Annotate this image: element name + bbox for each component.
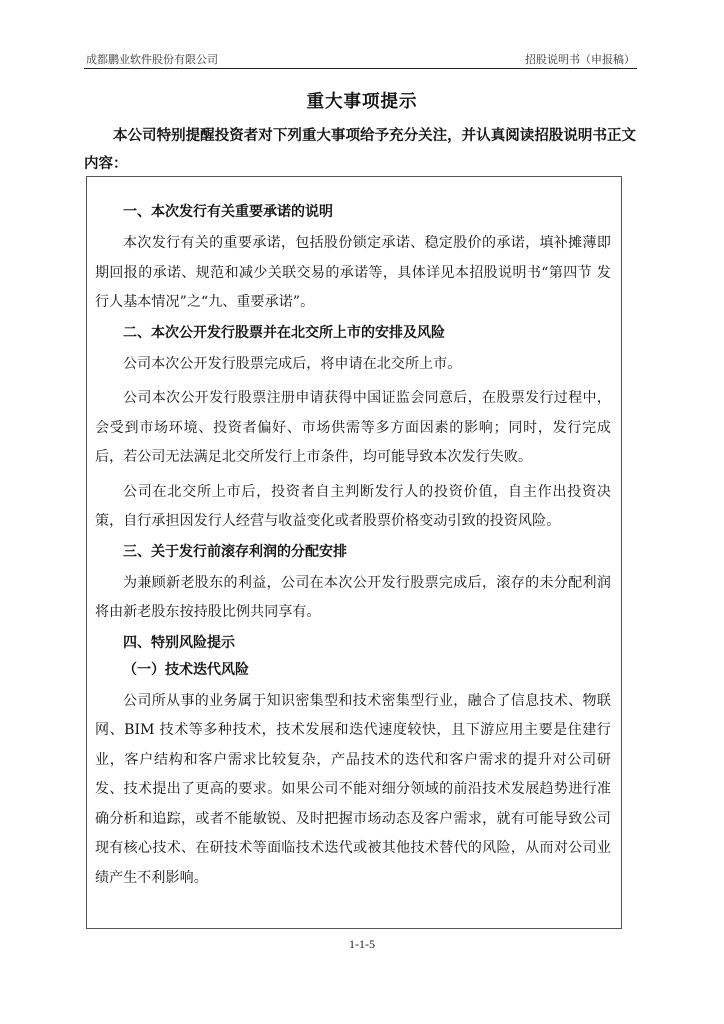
intro-paragraph: 本公司特别提醒投资者对下列重大事项给予充分关注，并认真阅读招股说明书正文内容：: [84, 128, 636, 172]
section-4-subheading-1: （一）技术迭代风险: [123, 661, 249, 678]
section-2-paragraph-3: 公司在北交所上市后，投资者自主判断发行人的投资价值，自主作出投资决策，自行承担因发行人经营与收益变化或者股票价格变动引致的投资风险。: [95, 483, 611, 529]
section-3-heading: 三、关于发行前滚存利润的分配安排: [123, 543, 347, 560]
page-title: 重大事项提示: [306, 92, 418, 112]
section-4-heading: 四、特别风险提示: [123, 634, 235, 651]
section-1-heading: 一、本次发行有关重要承诺的说明: [123, 204, 333, 220]
section-3-paragraph-1: 为兼顾新老股东的利益，公司在本次公开发行股票完成后，滚存的未分配利润将由新老股东按持股比例共同享有。: [95, 574, 611, 620]
section-4-paragraph-1: 公司所从事的业务属于知识密集型和技术密集型行业，融合了信息技术、物联网、BIM 技术等多种技术，技术发展和迭代速度较快，且下游应用主要是住建行业，客户结构和客户需求比较复杂，产品技术的迭代和客户需求的提升对公司研发、技术提出了更高的要求。如果公司不能对细分领域的前沿技术发展趋势进行准确分析和追踪，或者不能敏锐、及时把握市场动态及客户需求，就有可能导致公司现有核心技术、在研技术等面临技术迭代或被其他技术替代的风险，从而对公司业绩产生不利影响。: [95, 692, 611, 886]
section-1-paragraph-1: 本次发行有关的重要承诺，包括股份锁定承诺、稳定股价的承诺，填补摊薄即期回报的承诺、规范和减少关联交易的承诺等，具体详见本招股说明书“第四节 发行人基本情况”之“九、重要承诺”。: [95, 235, 611, 310]
section-2-heading: 二、本次公开发行股票并在北交所上市的安排及风险: [123, 324, 445, 341]
notice-box: [86, 176, 622, 929]
header-doc-type: 招股说明书（申报稿）: [525, 53, 635, 66]
page-header: [84, 44, 637, 69]
notice-box-content: [95, 197, 611, 898]
section-2-paragraph-1: 公司本次公开发行股票完成后，将申请在北交所上市。: [123, 355, 462, 372]
page-number: 1-1-5: [349, 937, 375, 951]
header-company: 成都鹏业软件股份有限公司: [86, 53, 218, 66]
section-2-paragraph-2: 公司本次公开发行股票注册申请获得中国证监会同意后，在股票发行过程中，会受到市场环境、投资者偏好、市场供需等多方面因素的影响；同时，发行完成后，若公司无法满足北交所发行上市条件，均可能导致本次发行失败。: [95, 390, 611, 465]
